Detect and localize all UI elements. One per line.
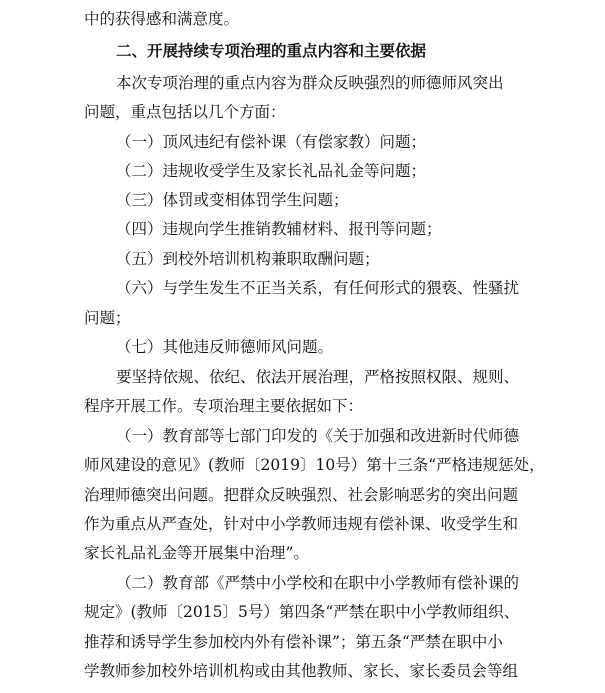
basis-2-line-1: （二）教育部《严禁中小学校和在职中小学教师有偿补课的 [116,574,520,592]
paragraph-line-4: 要坚持依规、依纪、依法开展治理，严格按照权限、规则、 [116,368,520,386]
list-item-1: （一）顶风违纪有偿补课（有偿家教）问题； [116,133,427,151]
list-item-5: （五）到校外培训机构兼职取酬问题； [116,250,380,268]
basis-2-line-2: 规定》(教师〔2015〕5号）第四条“严禁在职中小学教师组织、 [84,603,520,621]
list-item-7: （七）其他违反师德师风问题。 [116,338,334,356]
basis-2-line-4: 学教师参加校外培训机构或由其他教师、家长、家长委员会等组 [84,662,519,680]
list-item-2: （二）违规收受学生及家长礼品礼金等问题； [116,162,427,180]
section-heading: 二、开展持续专项治理的重点内容和主要依据 [116,42,427,60]
basis-1-line-4: 作为重点从严查处，针对中小学教师违规有偿补课、收受学生和 [84,515,519,533]
paragraph-line-5: 程序开展工作。专项治理主要依据如下： [84,397,364,415]
list-item-4: （四）违规向学生推销教辅材料、报刊等问题； [116,220,442,238]
paragraph-line-2: 本次专项治理的重点内容为群众反映强烈的师德师风突出 [116,74,504,92]
basis-1-line-3: 治理师德突出问题。把群众反映强烈、社会影响恶劣的突出问题 [84,486,519,504]
basis-2-line-3: 推荐和诱导学生参加校内外有偿补课”；第五条“严禁在职中小 [84,633,503,651]
paragraph-line-3: 问题，重点包括以几个方面： [84,103,286,121]
list-item-6-continued: 问题； [84,309,131,327]
basis-1-line-1: （一）教育部等七部门印发的《关于加强和改进新时代师德 [116,427,520,445]
basis-1-line-2: 师风建设的意见》(教师〔2019〕10号）第十三条“严格违规惩处， [84,456,545,474]
list-item-6: （六）与学生发生不正当关系，有任何形式的猥亵、性骚扰 [116,279,520,297]
paragraph-line-1: 中的获得感和满意度。 [84,10,240,28]
basis-1-line-5: 家长礼品礼金等开展集中治理”。 [84,544,309,562]
list-item-3: （三）体罚或变相体罚学生问题； [116,191,349,209]
